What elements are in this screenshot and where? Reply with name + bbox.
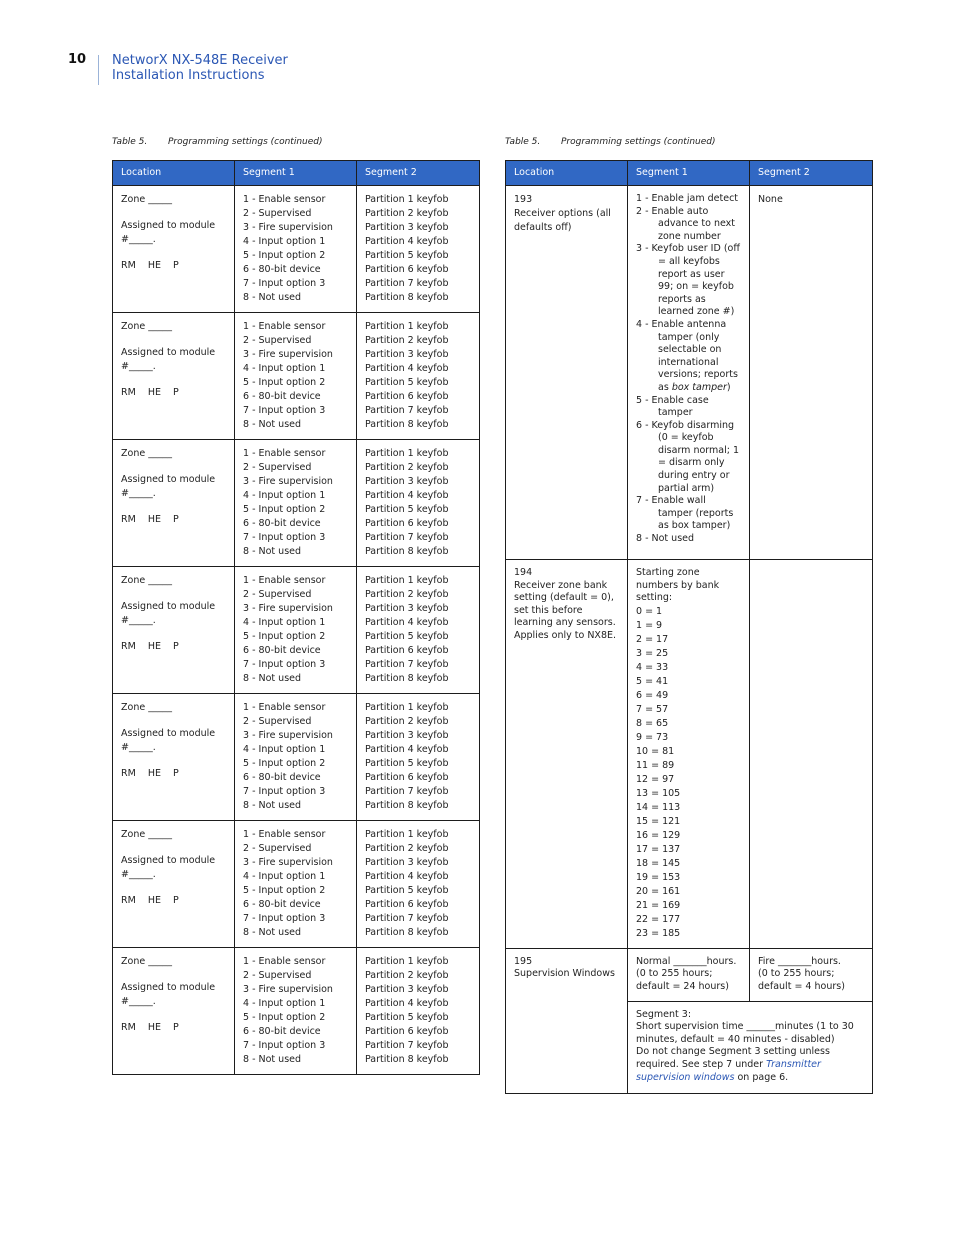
segment2-option: Partition 6 keyfob: [365, 772, 449, 783]
segment2-option: Partition 2 keyfob: [365, 462, 449, 473]
zone-location-cell: [113, 948, 235, 1075]
segment3-short-supervision: Short supervision time ______minutes (1 to 30 minutes, default = 40 minutes - disabled): [636, 1021, 854, 1045]
bank-mapping: 22 = 177: [636, 913, 681, 925]
segment2-option: Partition 2 keyfob: [365, 589, 449, 600]
zone-location-cell: [113, 567, 235, 694]
right-table-caption: [505, 137, 716, 147]
segment1-option: 7 - Input option 3: [243, 913, 326, 924]
zone-segment1-cell: [235, 694, 357, 821]
zone-location-cell: [113, 440, 235, 567]
option-not-used: 8 - Not used: [636, 533, 695, 545]
segment1-option: 4 - Input option 1: [243, 744, 326, 755]
location-195-segment1: Normal _______hours. (0 to 255 hours; default = 24 hours): [628, 948, 750, 1001]
zone-location-cell: [113, 313, 235, 440]
location-description: Receiver zone bank setting (default = 0), set this before learning any sensors. Applies only to NX8E.: [514, 579, 617, 641]
segment2-option: Partition 3 keyfob: [365, 476, 449, 487]
segment1-option: 8 - Not used: [243, 546, 302, 557]
page-number: 10: [68, 52, 87, 67]
flag-p: P: [172, 387, 179, 398]
bank-mapping: 16 = 129: [636, 829, 681, 841]
segment1-option: 6 - 80-bit device: [243, 264, 321, 275]
segment2-option: Partition 8 keyfob: [365, 673, 449, 684]
segment2-option: Partition 6 keyfob: [365, 518, 449, 529]
assigned-module-label: Assigned to module: [121, 982, 216, 993]
right-table-header: [506, 161, 873, 186]
flag-he: HE: [147, 514, 161, 525]
zone-flags: [121, 640, 226, 654]
zone-segment2-cell: [357, 440, 480, 567]
flag-rm: RM: [121, 768, 136, 779]
segment1-option: 7 - Input option 3: [243, 1040, 326, 1051]
option-keyfob-user-id: 3 - Keyfob user ID (off = all keyfobs report as user 99; on = keyfob reports as learned zone #): [636, 243, 740, 318]
segment2-option: Partition 7 keyfob: [365, 786, 449, 797]
zone-row: [113, 694, 480, 821]
segment1-option: 5 - Input option 2: [243, 885, 326, 896]
column-header-location: Location: [113, 161, 235, 186]
right-caption-number: Table 5.: [505, 137, 541, 147]
bank-mapping: 14 = 113: [636, 801, 681, 813]
segment1-option: 2 - Supervised: [243, 462, 312, 473]
location-194-cell: [506, 560, 628, 949]
segment1-option: 8 - Not used: [243, 673, 302, 684]
bank-mapping: 0 = 1: [636, 605, 663, 617]
zone-segment2-cell: [357, 567, 480, 694]
flag-he: HE: [147, 260, 161, 271]
segment2-option: Partition 5 keyfob: [365, 885, 449, 896]
option-jam-detect: 1 - Enable jam detect: [636, 193, 739, 204]
location-number: 194: [514, 567, 533, 578]
segment2-option: Partition 1 keyfob: [365, 702, 449, 713]
zone-row: [113, 186, 480, 313]
segment2-option: Partition 1 keyfob: [365, 575, 449, 586]
segment2-option: Partition 7 keyfob: [365, 405, 449, 416]
segment3-note: [628, 1001, 873, 1093]
left-table-caption: [112, 137, 323, 147]
segment1-option: 1 - Enable sensor: [243, 829, 326, 840]
bank-mapping: 23 = 185: [636, 927, 681, 939]
assigned-module-label: Assigned to module: [121, 855, 216, 866]
box-tamper-term: box tamper: [671, 381, 727, 393]
segment2-option: Partition 1 keyfob: [365, 956, 449, 967]
zone-row: [113, 821, 480, 948]
zone-field: Zone _____: [121, 194, 172, 205]
segment1-option: 6 - 80-bit device: [243, 1026, 321, 1037]
segment1-option: 6 - 80-bit device: [243, 772, 321, 783]
segment2-option: Partition 5 keyfob: [365, 758, 449, 769]
bank-intro: Starting zone numbers by bank setting:: [636, 567, 720, 604]
zone-segment2-cell: [357, 694, 480, 821]
bank-mapping: 18 = 145: [636, 857, 681, 869]
zone-location-cell: [113, 186, 235, 313]
location-193-row: [506, 186, 873, 560]
segment2-option: Partition 5 keyfob: [365, 1012, 449, 1023]
zone-segment1-cell: [235, 567, 357, 694]
zone-segment2-cell: [357, 313, 480, 440]
segment1-option: 5 - Input option 2: [243, 250, 326, 261]
segment1-option: 4 - Input option 1: [243, 490, 326, 501]
zone-flags: [121, 386, 226, 400]
right-caption-text: Programming settings (continued): [561, 137, 716, 147]
location-number: 193: [514, 194, 533, 205]
segment2-option: Partition 8 keyfob: [365, 419, 449, 430]
segment2-option: Partition 3 keyfob: [365, 730, 449, 741]
zone-location-cell: [113, 694, 235, 821]
segment1-option: 8 - Not used: [243, 419, 302, 430]
segment2-option: Partition 7 keyfob: [365, 913, 449, 924]
segment2-option: Partition 3 keyfob: [365, 603, 449, 614]
segment2-option: Partition 3 keyfob: [365, 984, 449, 995]
segment2-option: Partition 3 keyfob: [365, 349, 449, 360]
zone-flags: [121, 259, 226, 273]
zone-field: Zone _____: [121, 448, 172, 459]
flag-p: P: [172, 895, 179, 906]
segment2-option: Partition 4 keyfob: [365, 236, 449, 247]
zone-segment1-cell: [235, 186, 357, 313]
zone-segment1-cell: [235, 440, 357, 567]
left-table-header: [113, 161, 480, 186]
segment1-option: 1 - Enable sensor: [243, 575, 326, 586]
column-header-segment2: Segment 2: [357, 161, 480, 186]
segment1-option: 2 - Supervised: [243, 843, 312, 854]
zone-segment2-cell: [357, 821, 480, 948]
bank-mapping: 10 = 81: [636, 745, 675, 757]
document-title-line2: Installation Instructions: [112, 68, 265, 83]
zone-location-cell: [113, 821, 235, 948]
flag-he: HE: [147, 387, 161, 398]
location-description: Receiver options (all defaults off): [514, 208, 611, 233]
flag-p: P: [172, 1022, 179, 1033]
segment1-option: 8 - Not used: [243, 1054, 302, 1065]
segment2-option: Partition 6 keyfob: [365, 899, 449, 910]
flag-p: P: [172, 768, 179, 779]
bank-list: [636, 605, 741, 941]
segment2-option: Partition 6 keyfob: [365, 1026, 449, 1037]
zone-row: [113, 948, 480, 1075]
segment2-option: Partition 4 keyfob: [365, 363, 449, 374]
transmitter-supervision-link[interactable]: Transmitter supervision windows: [636, 1058, 821, 1083]
segment2-option: Partition 5 keyfob: [365, 250, 449, 261]
zone-segment2-cell: [357, 186, 480, 313]
segment1-option: 3 - Fire supervision: [243, 349, 333, 360]
bank-mapping: 21 = 169: [636, 899, 681, 911]
segment1-option: 6 - 80-bit device: [243, 391, 321, 402]
segment1-option: 3 - Fire supervision: [243, 730, 333, 741]
flag-rm: RM: [121, 387, 136, 398]
segment2-option: Partition 6 keyfob: [365, 645, 449, 656]
segment1-option: 4 - Input option 1: [243, 871, 326, 882]
option-keyfob-disarming: 6 - Keyfob disarming (0 = keyfob disarm normal; 1 = disarm only during entry or partial arm): [636, 419, 740, 494]
bank-mapping: 15 = 121: [636, 815, 681, 827]
zone-flags: [121, 1021, 226, 1035]
segment2-option: Partition 2 keyfob: [365, 716, 449, 727]
option-antenna-tamper: 4 - Enable antenna tamper (only selectable on international versions; reports as box tamper): [636, 318, 738, 393]
flag-rm: RM: [121, 514, 136, 525]
segment2-option: Partition 4 keyfob: [365, 617, 449, 628]
zone-row: [113, 440, 480, 567]
segment1-option: 2 - Supervised: [243, 716, 312, 727]
location-195-segment2: Fire _______hours. (0 to 255 hours; default = 4 hours): [750, 948, 873, 1001]
segment1-option: 3 - Fire supervision: [243, 857, 333, 868]
column-header-segment2: Segment 2: [750, 161, 873, 186]
segment1-option: 4 - Input option 1: [243, 236, 326, 247]
zone-segment1-cell: [235, 948, 357, 1075]
segment2-option: Partition 7 keyfob: [365, 659, 449, 670]
segment2-option: Partition 7 keyfob: [365, 278, 449, 289]
segment2-option: Partition 5 keyfob: [365, 504, 449, 515]
segment2-option: Partition 8 keyfob: [365, 546, 449, 557]
segment3-warning: Do not change Segment 3 setting unless required. See step 7 under Transmitter supervision windows on page 6.: [636, 1046, 830, 1083]
segment1-option: 8 - Not used: [243, 800, 302, 811]
flag-p: P: [172, 641, 179, 652]
zone-row: [113, 567, 480, 694]
segment1-option: 5 - Input option 2: [243, 1012, 326, 1023]
column-header-location: Location: [506, 161, 628, 186]
bank-mapping: 13 = 105: [636, 787, 681, 799]
flag-rm: RM: [121, 260, 136, 271]
segment2-option: Partition 8 keyfob: [365, 800, 449, 811]
segment1-option: 7 - Input option 3: [243, 405, 326, 416]
bank-mapping: 17 = 137: [636, 843, 681, 855]
normal-hours-field: Normal _______hours.: [636, 955, 737, 967]
bank-mapping: 5 = 41: [636, 675, 669, 687]
zone-field: Zone _____: [121, 956, 172, 967]
assigned-module-label: Assigned to module: [121, 728, 216, 739]
flag-rm: RM: [121, 1022, 136, 1033]
zone-field: Zone _____: [121, 702, 172, 713]
bank-mapping: 3 = 25: [636, 647, 669, 659]
segment1-option: 8 - Not used: [243, 292, 302, 303]
segment2-option: Partition 3 keyfob: [365, 222, 449, 233]
location-description: Supervision Windows: [514, 968, 615, 980]
document-title-line1: NetworX NX-548E Receiver: [112, 53, 288, 68]
segment1-option: 4 - Input option 1: [243, 617, 326, 628]
segment2-option: Partition 8 keyfob: [365, 292, 449, 303]
column-header-segment1: Segment 1: [628, 161, 750, 186]
segment3-title: Segment 3:: [636, 1008, 692, 1020]
segment2-option: Partition 5 keyfob: [365, 631, 449, 642]
segment1-option: 4 - Input option 1: [243, 998, 326, 1009]
option-auto-advance: 2 - Enable auto advance to next zone number: [636, 205, 736, 242]
segment2-option: Partition 8 keyfob: [365, 1054, 449, 1065]
flag-rm: RM: [121, 895, 136, 906]
bank-mapping: 4 = 33: [636, 661, 669, 673]
zone-row: [113, 313, 480, 440]
segment1-option: 1 - Enable sensor: [243, 194, 326, 205]
segment1-option: 6 - 80-bit device: [243, 899, 321, 910]
segment1-option: 7 - Input option 3: [243, 532, 326, 543]
flag-p: P: [172, 514, 179, 525]
assigned-module-field: #_____.: [121, 869, 156, 880]
header-divider: [98, 55, 99, 85]
segment2-option: Partition 4 keyfob: [365, 871, 449, 882]
segment1-option: 8 - Not used: [243, 927, 302, 938]
document-title: [112, 53, 288, 83]
assigned-module-field: #_____.: [121, 615, 156, 626]
bank-mapping: 19 = 153: [636, 871, 681, 883]
segment2-option: Partition 4 keyfob: [365, 490, 449, 501]
segment2-option: Partition 1 keyfob: [365, 829, 449, 840]
segment1-option: 6 - 80-bit device: [243, 645, 321, 656]
segment2-option: Partition 2 keyfob: [365, 970, 449, 981]
segment1-option: 3 - Fire supervision: [243, 984, 333, 995]
segment1-option: 3 - Fire supervision: [243, 603, 333, 614]
zone-flags: [121, 894, 226, 908]
assigned-module-field: #_____.: [121, 742, 156, 753]
segment1-option: 2 - Supervised: [243, 208, 312, 219]
zone-segment2-cell: [357, 948, 480, 1075]
zone-flags: [121, 767, 226, 781]
segment1-option: 3 - Fire supervision: [243, 222, 333, 233]
segment1-option: 4 - Input option 1: [243, 363, 326, 374]
bank-mapping: 12 = 97: [636, 773, 675, 785]
option-wall-tamper: 7 - Enable wall tamper (reports as box tamper): [636, 495, 734, 532]
fire-hours-field: Fire _______hours.: [758, 955, 841, 967]
segment2-option: Partition 1 keyfob: [365, 194, 449, 205]
segment1-option: 7 - Input option 3: [243, 659, 326, 670]
flag-he: HE: [147, 895, 161, 906]
segment1-option: 1 - Enable sensor: [243, 448, 326, 459]
flag-he: HE: [147, 1022, 161, 1033]
segment2-option: Partition 2 keyfob: [365, 843, 449, 854]
segment2-option: Partition 1 keyfob: [365, 448, 449, 459]
bank-mapping: 6 = 49: [636, 689, 669, 701]
location-195-cell: [506, 948, 628, 1093]
segment1-option: 7 - Input option 3: [243, 278, 326, 289]
segment1-option: 5 - Input option 2: [243, 377, 326, 388]
zone-segment1-cell: [235, 821, 357, 948]
segment1-option: 5 - Input option 2: [243, 758, 326, 769]
location-193-segment2: None: [750, 186, 873, 560]
flag-he: HE: [147, 641, 161, 652]
column-header-segment1: Segment 1: [235, 161, 357, 186]
assigned-module-label: Assigned to module: [121, 601, 216, 612]
segment1-option: 1 - Enable sensor: [243, 956, 326, 967]
location-193-cell: [506, 186, 628, 560]
flag-he: HE: [147, 768, 161, 779]
flag-p: P: [172, 260, 179, 271]
segment2-option: Partition 2 keyfob: [365, 208, 449, 219]
location-194-segment1: [628, 560, 750, 949]
segment2-option: Partition 4 keyfob: [365, 744, 449, 755]
zone-field: Zone _____: [121, 829, 172, 840]
right-programming-table: [505, 160, 873, 1094]
left-caption-number: Table 5.: [112, 137, 148, 147]
assigned-module-label: Assigned to module: [121, 474, 216, 485]
bank-mapping: 2 = 17: [636, 633, 669, 645]
segment1-option: 7 - Input option 3: [243, 786, 326, 797]
segment1-option: 6 - 80-bit device: [243, 518, 321, 529]
bank-mapping: 20 = 161: [636, 885, 681, 897]
segment1-option: 2 - Supervised: [243, 970, 312, 981]
bank-mapping: 1 = 9: [636, 619, 663, 631]
segment1-option: 1 - Enable sensor: [243, 702, 326, 713]
segment2-option: Partition 7 keyfob: [365, 532, 449, 543]
segment2-option: Partition 6 keyfob: [365, 391, 449, 402]
zone-segment1-cell: [235, 313, 357, 440]
segment2-option: Partition 6 keyfob: [365, 264, 449, 275]
zone-flags: [121, 513, 226, 527]
location-195-row: [506, 948, 873, 1001]
bank-mapping: 7 = 57: [636, 703, 669, 715]
assigned-module-field: #_____.: [121, 361, 156, 372]
bank-mapping: 11 = 89: [636, 759, 675, 771]
assigned-module-field: #_____.: [121, 996, 156, 1007]
location-number: 195: [514, 955, 533, 967]
left-programming-table: [112, 160, 480, 1075]
segment2-option: Partition 5 keyfob: [365, 377, 449, 388]
segment1-option: 2 - Supervised: [243, 589, 312, 600]
location-194-segment2: [750, 560, 873, 949]
segment1-option: 1 - Enable sensor: [243, 321, 326, 332]
location-194-row: [506, 560, 873, 949]
assigned-module-label: Assigned to module: [121, 347, 216, 358]
assigned-module-label: Assigned to module: [121, 220, 216, 231]
zone-field: Zone _____: [121, 575, 172, 586]
assigned-module-field: #_____.: [121, 234, 156, 245]
segment2-option: Partition 8 keyfob: [365, 927, 449, 938]
segment2-option: Partition 1 keyfob: [365, 321, 449, 332]
segment2-option: Partition 7 keyfob: [365, 1040, 449, 1051]
segment1-option: 3 - Fire supervision: [243, 476, 333, 487]
segment2-option: Partition 4 keyfob: [365, 998, 449, 1009]
segment2-option: Partition 3 keyfob: [365, 857, 449, 868]
segment1-option: 5 - Input option 2: [243, 504, 326, 515]
assigned-module-field: #_____.: [121, 488, 156, 499]
bank-mapping: 9 = 73: [636, 731, 669, 743]
segment2-option: Partition 2 keyfob: [365, 335, 449, 346]
option-case-tamper: 5 - Enable case tamper: [636, 394, 709, 419]
bank-mapping: 8 = 65: [636, 717, 669, 729]
segment1-option: 2 - Supervised: [243, 335, 312, 346]
left-caption-text: Programming settings (continued): [168, 137, 323, 147]
segment1-option: 5 - Input option 2: [243, 631, 326, 642]
location-193-segment1: [628, 186, 750, 560]
zone-field: Zone _____: [121, 321, 172, 332]
flag-rm: RM: [121, 641, 136, 652]
